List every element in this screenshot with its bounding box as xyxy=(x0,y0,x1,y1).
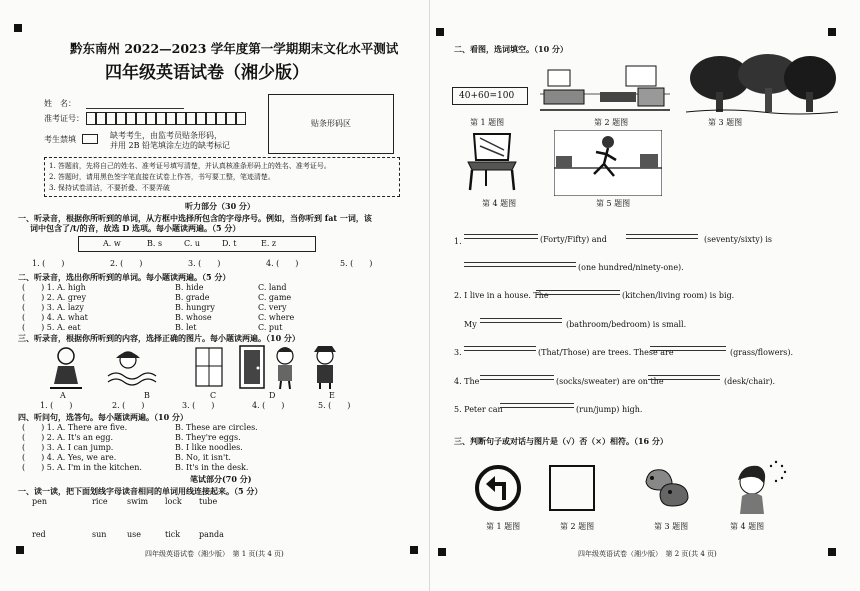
pic-label-2: 第 2 题图 xyxy=(594,118,629,127)
q3-title: 三、听录音，根据你所听到的内容，选择正确的图片。每小题读两遍。（10 分） xyxy=(18,333,300,343)
q2-option: C. very xyxy=(258,303,287,312)
absent-note-2: 并用 2B 铅笔填涂左边的缺考标记 xyxy=(110,141,231,150)
q4-option[interactable]: ( ) 1. A. There are five. xyxy=(22,423,128,432)
q1-answer[interactable]: 1. ( ) xyxy=(32,259,65,268)
q1-option: A. w xyxy=(103,239,121,248)
q1-title: 一、听录音，根据你所听到的单词，从方框中选择所包含的字母序号。例如，当你听到 fat 一词，该 xyxy=(18,213,372,223)
q2-option[interactable]: ( ) 4. A. what xyxy=(22,313,88,322)
q2-option: B. let xyxy=(175,323,197,332)
registration-mark xyxy=(828,548,836,556)
q1-answer[interactable]: 4. ( ) xyxy=(266,259,299,268)
s3-text: (That/Those) are trees. These are xyxy=(538,348,674,357)
pic-label-3: 第 3 题图 xyxy=(708,118,743,127)
s2-text: (kitchen/living room) is big. xyxy=(622,291,735,300)
registration-mark xyxy=(410,546,418,554)
s1-num: 1. xyxy=(454,237,462,246)
name-field[interactable] xyxy=(86,108,184,109)
q3-answer[interactable]: 3. ( ) xyxy=(182,401,215,410)
q4-option[interactable]: ( ) 4. A. Yes, we are. xyxy=(22,453,117,462)
absent-note-1: 缺考考生，由监考员贴条形码， xyxy=(110,131,222,140)
w1-title: 一、读一读，把下面划线字母读音相同的单词用线连接起来。（5 分） xyxy=(18,486,263,496)
turn-left-sign-icon xyxy=(474,464,522,512)
s5-text: (run/jump) high. xyxy=(576,405,643,414)
r-q3-label-4: 第 4 题图 xyxy=(730,522,765,531)
s3-blank-1[interactable] xyxy=(464,346,536,351)
registration-mark xyxy=(828,28,836,36)
runner-picture xyxy=(554,130,662,196)
living-room-picture xyxy=(540,60,670,116)
w1-word-bottom[interactable]: sun xyxy=(92,530,107,539)
w1-word-top[interactable]: tube xyxy=(199,497,218,506)
picture-f-person-icon xyxy=(314,346,336,389)
listening-header: 听力部分（30 分） xyxy=(185,201,255,211)
q4-option[interactable]: ( ) 2. A. It's an egg. xyxy=(22,433,114,442)
s2-text: My xyxy=(464,320,477,329)
q1-option: E. z xyxy=(261,239,277,248)
r-q3-label-3: 第 3 题图 xyxy=(654,522,689,531)
q2-option: B. whose xyxy=(175,313,212,322)
s3-blank-2[interactable] xyxy=(650,346,726,351)
instructions-box xyxy=(44,157,400,197)
q4-option[interactable]: ( ) 5. A. I'm in the kitchen. xyxy=(22,463,142,472)
q2-option: B. hide xyxy=(175,283,204,292)
q4-option[interactable]: ( ) 3. A. I can jump. xyxy=(22,443,114,452)
picture-a-person-icon xyxy=(50,348,82,388)
q1-answer[interactable]: 5. ( ) xyxy=(340,259,373,268)
s5-blank-1[interactable] xyxy=(500,403,574,408)
s2-text: (bathroom/bedroom) is small. xyxy=(566,320,687,329)
w1-word-bottom[interactable]: red xyxy=(32,530,46,539)
s5-text: 5. Peter can xyxy=(454,405,503,414)
s4-text: (socks/sweater) are on the xyxy=(556,377,664,386)
math-equation: 40+60=100 xyxy=(459,91,515,101)
s4-text: (desk/chair). xyxy=(724,377,776,386)
s4-blank-1[interactable] xyxy=(480,375,554,380)
picture-d-door-icon xyxy=(240,346,264,388)
r-q2-title: 二、看图，选词填空。（10 分） xyxy=(454,44,568,54)
q4-option: B. These are circles. xyxy=(175,423,258,432)
s1-blank-3[interactable] xyxy=(464,262,576,267)
q1-option: C. u xyxy=(184,239,201,248)
q3-label-d: D xyxy=(269,391,276,400)
q1-title-2: 词中包含了/t/的音，故选 D 选项。每小题读两遍。（5 分） xyxy=(30,223,241,233)
q1-options-box xyxy=(78,236,316,252)
written-header: 笔试部分(70 分) xyxy=(190,474,252,484)
w1-word-top[interactable]: swim xyxy=(127,497,149,506)
q2-option: B. hungry xyxy=(175,303,215,312)
math-box xyxy=(452,87,528,105)
absent-mark-box[interactable] xyxy=(82,134,98,144)
q2-option[interactable]: ( ) 2. A. grey xyxy=(22,293,87,302)
q3-answer[interactable]: 2. ( ) xyxy=(112,401,145,410)
registration-mark xyxy=(438,548,446,556)
q4-option: B. It's in the desk. xyxy=(175,463,249,472)
instruction-2: 2. 答题时，请用黑色签字笔直接在试卷上作答，书写要工整，笔迹清楚。 xyxy=(49,173,275,181)
s1-text: (seventy/sixty) is xyxy=(704,235,773,244)
pic-label-4: 第 4 题图 xyxy=(482,199,517,208)
registration-mark xyxy=(14,24,22,32)
w1-word-bottom[interactable]: use xyxy=(127,530,141,539)
s2-text: 2. I live in a house. The xyxy=(454,291,549,300)
q2-option: C. land xyxy=(258,283,287,292)
q3-answer[interactable]: 5. ( ) xyxy=(318,401,351,410)
q3-answer[interactable]: 4. ( ) xyxy=(252,401,285,410)
q2-option: C. where xyxy=(258,313,295,322)
q3-label-c: C xyxy=(210,391,217,400)
q2-option[interactable]: ( ) 3. A. lazy xyxy=(22,303,84,312)
q3-pictures xyxy=(20,344,348,390)
exam-title: 黔东南州 2022—2023 学年度第一学期期末文化水平测试 xyxy=(70,41,399,56)
pic-label-1: 第 1 题图 xyxy=(470,118,505,127)
s2-blank-2[interactable] xyxy=(480,318,562,323)
w1-word-bottom[interactable]: tick xyxy=(165,530,181,539)
name-label: 姓 名： xyxy=(44,99,76,108)
w1-word-top[interactable]: rice xyxy=(92,497,108,506)
q2-title: 二、听录音，选出你所听到的单词。每小题读两遍。（5 分） xyxy=(18,272,231,282)
q3-label-b: B xyxy=(144,391,150,400)
s3-text: (grass/flowers). xyxy=(730,348,794,357)
q4-option: B. No, it isn't. xyxy=(175,453,231,462)
q3-answer[interactable]: 1. ( ) xyxy=(40,401,73,410)
q1-answer[interactable]: 2. ( ) xyxy=(110,259,143,268)
q2-option: B. grade xyxy=(175,293,210,302)
page-footer: 四年级英语试卷（湘少版） 第 2 页(共 4 页) xyxy=(578,550,717,558)
q2-option[interactable]: ( ) 1. A. high xyxy=(22,283,86,292)
shoes-picture xyxy=(642,462,692,512)
picture-e-child-icon xyxy=(277,347,293,389)
instruction-1: 1. 答题前，先将自己的姓名、准考证号填写清楚，并认真核准条形码上的姓名、准考证号。 xyxy=(49,162,331,170)
s4-text: 4. The xyxy=(454,377,480,386)
barcode-area xyxy=(268,94,394,154)
q2-option[interactable]: ( ) 5. A. eat xyxy=(22,323,81,332)
trees-picture xyxy=(686,52,838,116)
w1-word-top[interactable]: pen xyxy=(32,497,48,506)
s1-text: (one hundred/ninety-one). xyxy=(578,263,684,272)
registration-mark xyxy=(436,28,444,36)
s1-blank-2[interactable] xyxy=(626,234,698,239)
instruction-3: 3. 保持试卷清洁，不要折叠、不要弄破 xyxy=(49,184,170,192)
s3-num: 3. xyxy=(454,348,462,357)
registration-mark xyxy=(16,546,24,554)
r-q3-title: 三、判断句子或对话与图片是（√）否（×）相符。（16 分） xyxy=(454,436,668,446)
picture-c-window-icon xyxy=(196,348,222,386)
barcode-label: 贴条形码区 xyxy=(311,119,351,128)
chair-picture xyxy=(460,130,526,192)
exam-page-2 xyxy=(430,0,860,591)
r-q3-label-2: 第 2 题图 xyxy=(560,522,595,531)
q1-option: D. t xyxy=(222,239,237,248)
exam-subtitle: 四年级英语试卷（湘少版） xyxy=(105,63,309,83)
q4-title: 四、听问句，选答句。每小题读两遍。（10 分） xyxy=(18,412,188,422)
picture-b-swimmer-icon xyxy=(108,352,156,385)
q2-option: C. put xyxy=(258,323,283,332)
q4-option: B. They're eggs. xyxy=(175,433,241,442)
w1-word-top[interactable]: lock xyxy=(165,497,182,506)
q2-option: C. game xyxy=(258,293,292,302)
girl-picture xyxy=(728,456,788,516)
s1-text: (Forty/Fifty) and xyxy=(540,235,607,244)
s2-blank-1[interactable] xyxy=(536,290,620,295)
q1-answer[interactable]: 3. ( ) xyxy=(188,259,221,268)
q3-label-a: A xyxy=(60,391,66,400)
pic-label-5: 第 5 题图 xyxy=(596,199,631,208)
q4-option: B. I like noodles. xyxy=(175,443,243,452)
q3-label-e: E xyxy=(329,391,335,400)
s1-blank-1[interactable] xyxy=(464,234,538,239)
page-footer: 四年级英语试卷（湘少版） 第 1 页(共 4 页) xyxy=(145,550,284,558)
square-shape-icon xyxy=(548,464,598,512)
absent-label: 考生禁填 xyxy=(44,135,76,144)
w1-word-bottom[interactable]: panda xyxy=(199,530,224,539)
r-q3-label-1: 第 1 题图 xyxy=(486,522,521,531)
q1-option: B. s xyxy=(147,239,163,248)
ticket-label: 准考证号： xyxy=(44,114,84,123)
s4-blank-2[interactable] xyxy=(648,375,720,380)
